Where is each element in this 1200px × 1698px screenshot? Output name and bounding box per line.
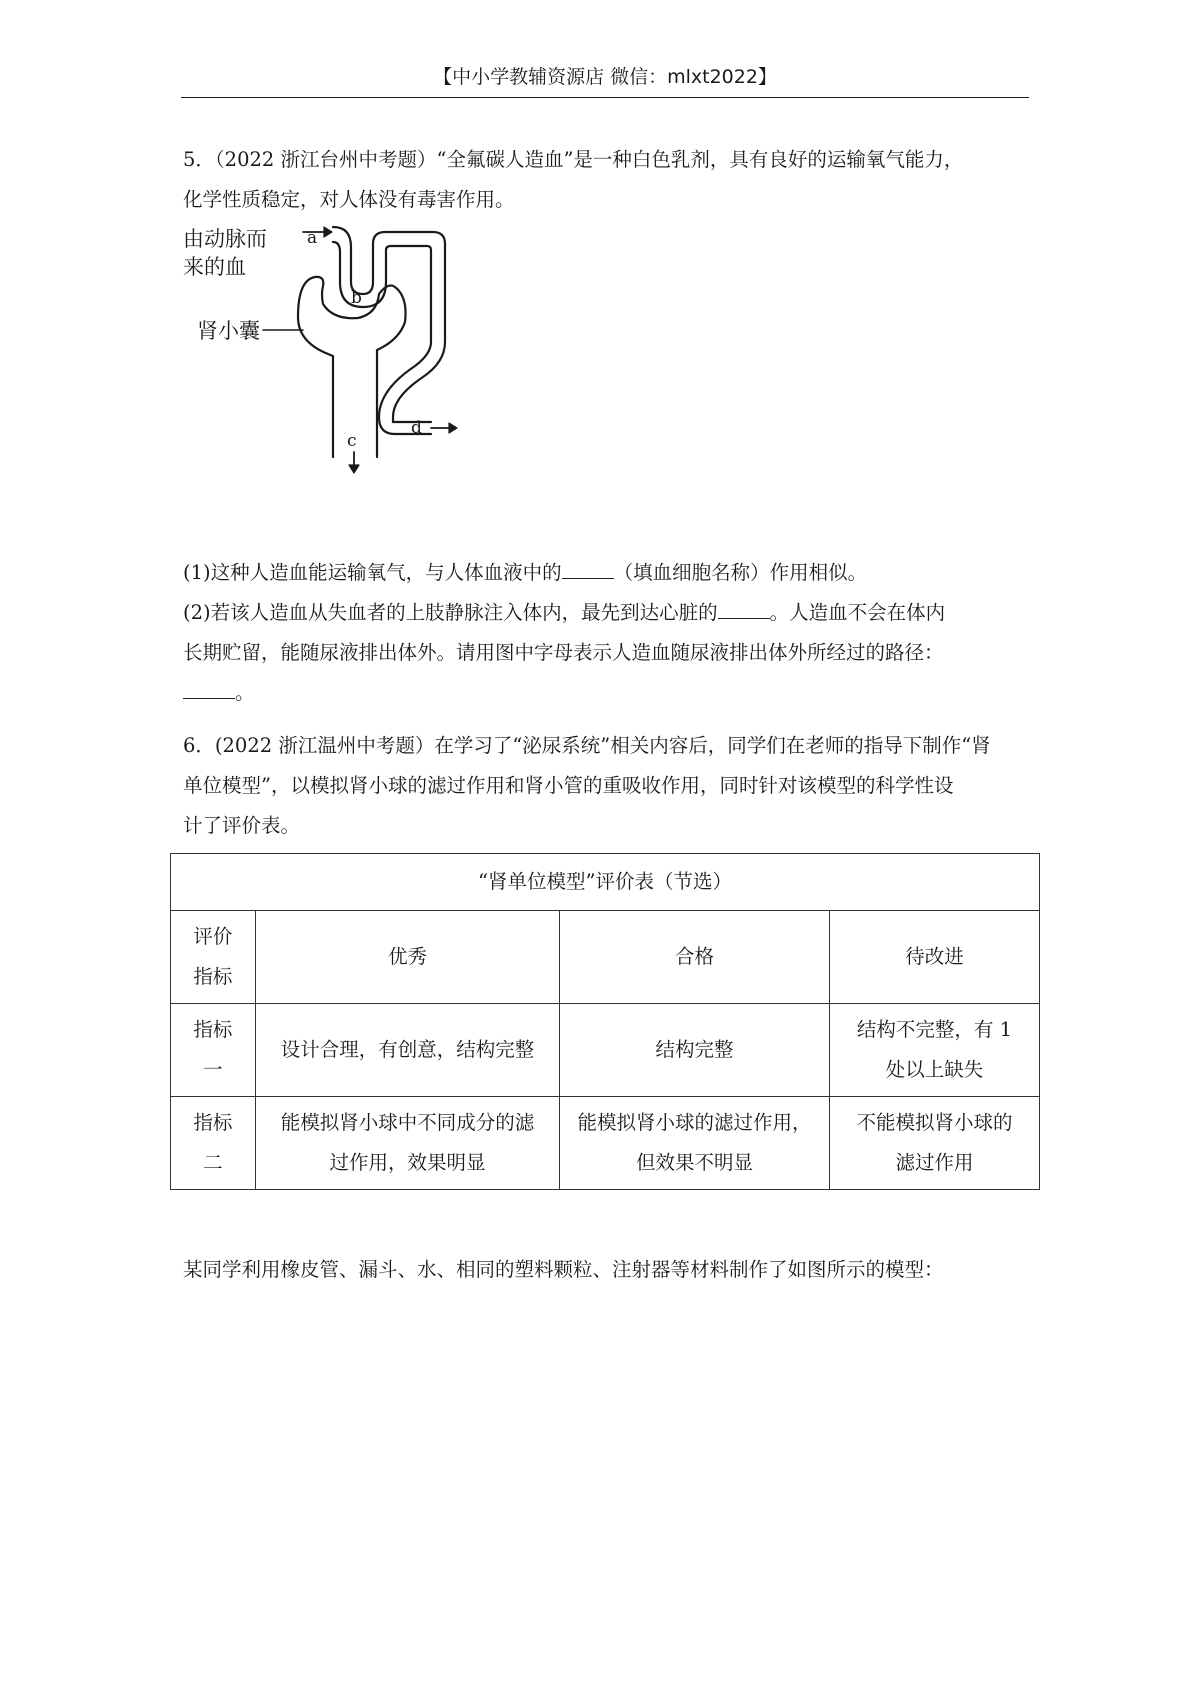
- row2-improve-line-2: 滤过作用: [895, 1151, 974, 1174]
- header-index: [171, 911, 256, 1004]
- q5-sub1-prefix: (1)这种人造血能运输氧气，与人体血液中的: [183, 561, 562, 584]
- nephron-diagram: [183, 222, 483, 522]
- q6-model-description: 某同学利用橡皮管、漏斗、水、相同的塑料颗粒、注射器等材料制作了如图所示的模型：: [183, 1258, 944, 1281]
- question-5-subquestions: [183, 553, 1033, 713]
- question-6-intro: [183, 726, 1033, 846]
- q5-intro-line-2: 化学性质稳定，对人体没有毒害作用。: [183, 188, 515, 211]
- row2-excellent-line-1: 能模拟肾小球中不同成分的滤: [280, 1111, 535, 1134]
- answer-blank-2: [718, 600, 770, 619]
- table-row: [171, 1004, 1040, 1097]
- page-header: 【中小学教辅资源店 微信：mlxt2022】: [433, 66, 777, 88]
- q5-sub2-line-3: [183, 673, 1033, 713]
- row2-excellent: [255, 1097, 559, 1190]
- row1-index-line-2: 一: [203, 1058, 223, 1081]
- row1-improve-line-1: 结构不完整，有 1: [856, 1018, 1012, 1041]
- row2-index-line-2: 二: [203, 1151, 223, 1174]
- row1-excellent: 设计合理，有创意，结构完整: [255, 1004, 559, 1097]
- label-d: d: [411, 418, 422, 438]
- label-arterial-blood-line-1: 由动脉而: [183, 227, 267, 251]
- label-arterial-blood-line-2: 来的血: [183, 255, 246, 279]
- header-divider: [181, 97, 1029, 98]
- row2-index-line-1: 指标: [193, 1111, 233, 1134]
- answer-blank-1: [562, 560, 614, 579]
- row1-pass: 结构完整: [560, 1004, 830, 1097]
- table-header-row: [171, 911, 1040, 1004]
- label-b: b: [351, 288, 362, 308]
- header-index-line-1: 评价: [193, 925, 233, 948]
- row2-pass: [560, 1097, 830, 1190]
- q5-sub-2: [183, 593, 1033, 633]
- row1-index: [171, 1004, 256, 1097]
- q5-sub2-prefix: (2)若该人造血从失血者的上肢静脉注入体内，最先到达心脏的: [183, 601, 718, 624]
- q5-sub2-line3-suffix: 。: [235, 681, 255, 704]
- q5-sub2-suffix: 。人造血不会在体内: [769, 601, 946, 624]
- row2-excellent-line-2: 过作用，效果明显: [329, 1151, 486, 1174]
- q6-intro-line-3: 计了评价表。: [183, 814, 301, 837]
- header-improve: 待改进: [829, 911, 1039, 1004]
- label-bowmans-capsule: 肾小囊: [197, 319, 260, 343]
- label-a: a: [307, 228, 318, 248]
- evaluation-table: [170, 853, 1040, 1190]
- q6-intro-line-2: 单位模型”，以模拟肾小球的滤过作用和肾小管的重吸收作用，同时针对该模型的科学性设: [183, 774, 954, 797]
- q5-sub2-line-2: 长期贮留，能随尿液排出体外。请用图中字母表示人造血随尿液排出体外所经过的路径：: [183, 641, 944, 664]
- table-title-row: [171, 854, 1040, 911]
- row2-improve-line-1: 不能模拟肾小球的: [856, 1111, 1013, 1134]
- q6-intro-line-1: 6．(2022 浙江温州中考题）在学习了“泌尿系统”相关内容后，同学们在老师的指导下制作“肾: [183, 734, 991, 757]
- table-row: [171, 1097, 1040, 1190]
- label-c: c: [347, 431, 357, 451]
- header-pass: 合格: [560, 911, 830, 1004]
- q5-sub1-suffix: （填血细胞名称）作用相似。: [613, 561, 868, 584]
- row1-improve: [829, 1004, 1039, 1097]
- row2-index: [171, 1097, 256, 1190]
- row2-pass-line-1: 能模拟肾小球的滤过作用，: [577, 1111, 812, 1134]
- row1-improve-line-2: 处以上缺失: [885, 1058, 984, 1081]
- row2-pass-line-2: 但效果不明显: [636, 1151, 754, 1174]
- header-index-line-2: 指标: [193, 965, 233, 988]
- table-title: “肾单位模型”评价表（节选）: [171, 854, 1040, 911]
- answer-blank-3: [183, 680, 235, 699]
- row2-improve: [829, 1097, 1039, 1190]
- question-5-intro: [183, 140, 1033, 220]
- q5-sub-1: [183, 553, 1033, 593]
- header-excellent: 优秀: [255, 911, 559, 1004]
- q5-intro-line-1: 5．（2022 浙江台州中考题）“全氟碳人造血”是一种白色乳剂，具有良好的运输氧气能力，: [183, 148, 964, 171]
- row1-index-line-1: 指标: [193, 1018, 233, 1041]
